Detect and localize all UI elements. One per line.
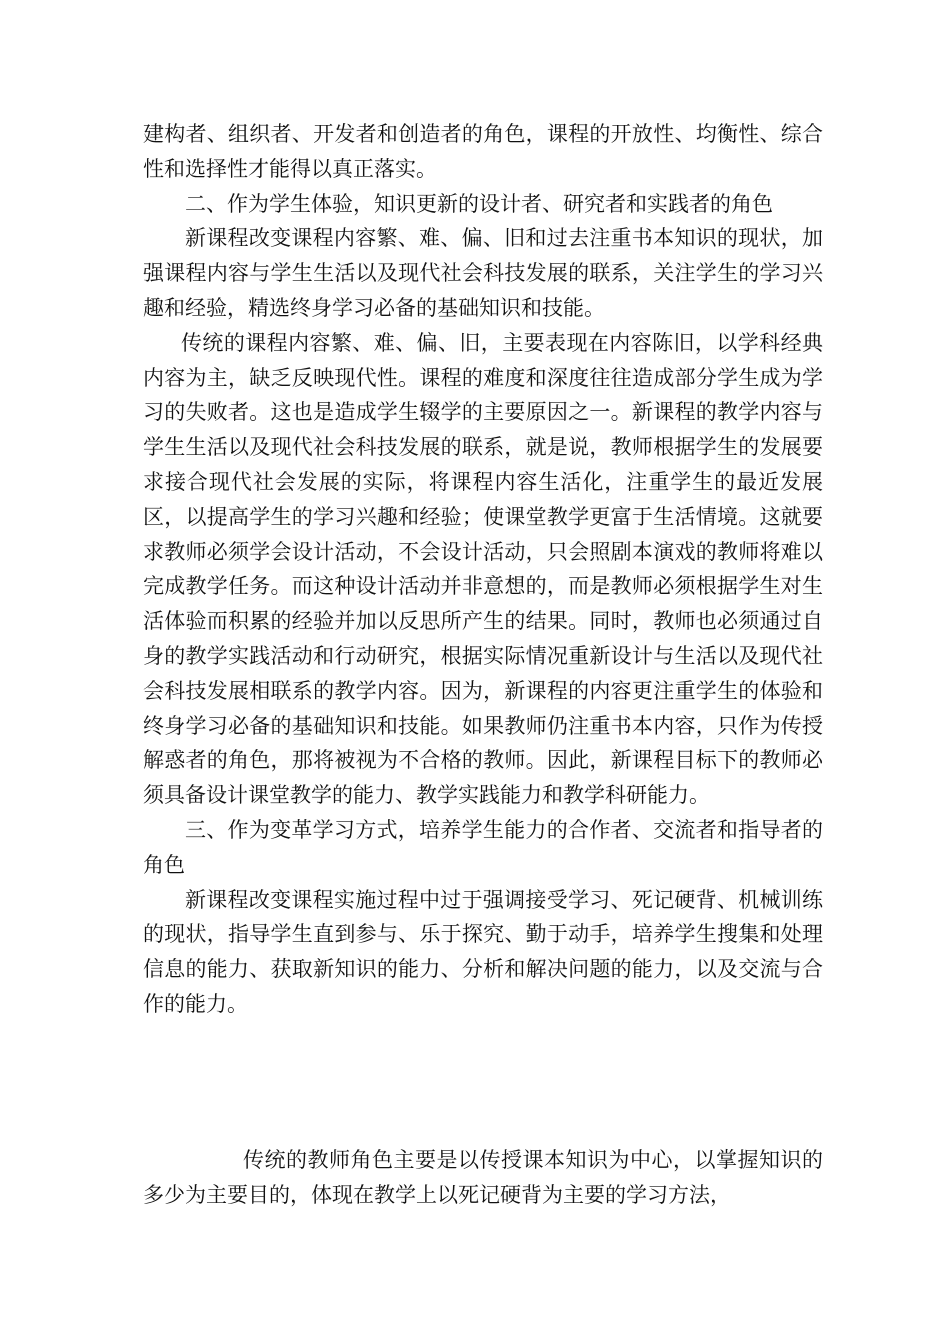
document-body	[143, 117, 823, 1022]
section-heading-three: 三、作为变革学习方式，培养学生能力的合作者、交流者和指导者的角色	[143, 817, 823, 877]
section-heading-two: 二、作为学生体验，知识更新的设计者、研究者和实践者的角色	[185, 191, 773, 216]
document-body-continued	[143, 1143, 823, 1213]
paragraph-continuation: 建构者、组织者、开发者和创造者的角色，课程的开放性、均衡性、综合性和选择性才能得以真正落实。	[143, 122, 823, 181]
paragraph-new-curriculum-implementation: 新课程改变课程实施过程中过于强调接受学习、死记硬背、机械训练的现状，指导学生直到参与、乐于探究、勤于动手，培养学生搜集和处理信息的能力、获取新知识的能力、分析和解决问题的能力，以及交流与合作的能力。	[143, 887, 823, 1016]
paragraph-new-curriculum-content: 新课程改变课程内容繁、难、偏、旧和过去注重书本知识的现状，加强课程内容与学生生活以及现代社会科技发展的联系，关注学生的学习兴趣和经验，精选终身学习必备的基础知识和技能。	[143, 226, 823, 320]
paragraph-traditional-teacher-role: 传统的教师角色主要是以传授课本知识为中心，以掌握知识的多少为主要目的，体现在教学上以死记硬背为主要的学习方法，	[143, 1148, 823, 1207]
paragraph-traditional-content: 传统的课程内容繁、难、偏、旧，主要表现在内容陈旧，以学科经典内容为主，缺乏反映现代性。课程的难度和深度往往造成部分学生成为学习的失败者。这也是造成学生辍学的主要原因之一。新课程的教学内容与学生生活以及现代社会科技发展的联系，就是说，教师根据学生的发展要求接合现代社会发展的实际，将课程内容生活化，注重学生的最近发展区，以提高学生的学习兴趣和经验；使课堂教学更富于生活情境。这就要求教师必须学会设计活动，不会设计活动，只会照剧本演戏的教师将难以完成教学任务。而这种设计活动并非意想的，而是教师必须根据学生对生活体验而积累的经验并加以反思所产生的结果。同时，教师也必须通过自身的教学实践活动和行动研究，根据实际情况重新设计与生活以及现代社会科技发展相联系的教学内容。因为，新课程的内容更注重学生的体验和终身学习必备的基础知识和技能。如果教师仍注重书本内容，只作为传授解惑者的角色，那将被视为不合格的教师。因此，新课程目标下的教师必须具备设计课堂教学的能力、教学实践能力和教学科研能力。	[143, 330, 823, 808]
